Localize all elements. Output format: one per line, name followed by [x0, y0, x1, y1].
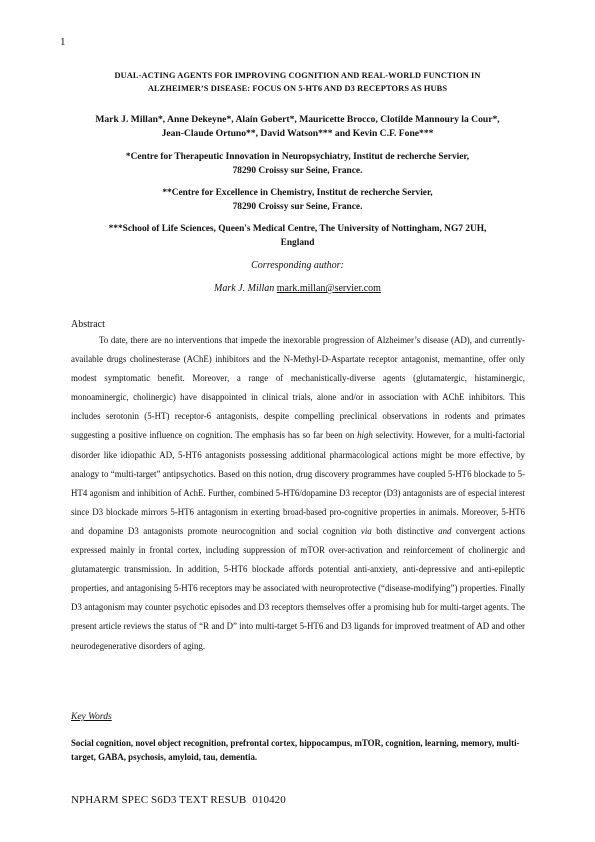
abstract-emphasis: via — [360, 525, 372, 536]
abstract-text: convergent actions expressed mainly in frontal cortex, including suppression of mTOR over-activation and reinforcement of cholinergic and glutamatergic transmission. In addition, 5-HT6 blockade affords potential anti-anxiety, anti-depressive and anti-epileptic properties, and antagonising 5-HT6 receptors may be associated with neuroprotective (“disease-modifying”) properties. Finally D3 antagonism may counter psychotic episodes and D3 receptors themselves offer a promising hub for multi-target agents. The present article reviews the status of “R and D” into multi-target 5-HT6 and D3 ligands for improved treatment of AD and other neurodegenerative disorders of aging. — [71, 525, 525, 651]
corresponding-author-email-link[interactable]: mark.millan@servier.com — [276, 283, 381, 294]
keywords-heading: Key Words — [71, 712, 112, 722]
abstract-text: To date, there are no interventions that impede the inexorable progression of Alzheimer’s disease (AD), and currently-available drugs cholinesterase (AChE) inhibitors and the N-Methyl-D-Aspartate receptor antagonist, memantine, offer only modest symptomatic benefit. Moreover, a range of mechanistically-diverse agents (glutamatergic, histaminergic, monoaminergic, cholinergic) have disappointed in clinical trials, alone and/or in association with AChE inhibitors. This includes serotonin (5-HT) receptor-6 antagonists, despite compelling preclinical observations in rodents and primates suggesting a positive influence on cognition. The emphasis has so far been on — [71, 335, 525, 441]
affiliation-servier-neuropsychiatry — [70, 150, 525, 178]
page-number: 1 — [60, 36, 66, 48]
affiliation-line: England — [280, 238, 315, 248]
authors-line-2: Jean-Claude Ortuno**, David Watson*** and Kevin C.F. Fone*** — [161, 128, 434, 139]
title-line-2: ALZHEIMER’S DISEASE: FOCUS ON 5-HT6 AND D3 RECEPTORS AS HUBS — [147, 84, 448, 93]
abstract-emphasis: and — [438, 525, 452, 536]
paper-title — [70, 69, 525, 95]
title-line-1: DUAL-ACTING AGENTS FOR IMPROVING COGNITION AND REAL-WORLD FUNCTION IN — [114, 71, 481, 80]
document-footer — [71, 794, 286, 806]
abstract-text: both distinctive — [371, 525, 439, 536]
affiliation-line: **Centre for Excellence in Chemistry, Institut de recherche Servier, — [162, 188, 433, 198]
abstract-emphasis: high — [357, 430, 373, 441]
abstract-text: selectivity. However, for a multi-factorial disorder like idiopathic AD, 5-HT6 antagonists possessing additional pharmacological actions might be more effective, by analogy to “multi-target” antipsychotics. Based on this notion, drug discovery programmes have coupled 5-HT6 blockade to 5-HT4 agonism and inhibition of AchE. Further, combined 5-HT6/dopamine D3 receptor (D3) antagonists are of especial interest since D3 blockade mirrors 5-HT6 antagonism in exerting broad-based pro-cognitive properties in animals. Moreover, 5-HT6 and dopamine D3 antagonists promote neurocognition and social cognition — [71, 430, 525, 536]
author-list — [64, 113, 531, 141]
affiliation-line: 78290 Croissy sur Seine, France. — [232, 166, 363, 176]
abstract-heading: Abstract — [71, 319, 105, 330]
corresponding-author-name: Mark J. Millan — [214, 283, 275, 294]
affiliation-servier-chemistry — [70, 186, 525, 214]
corresponding-author-label: Corresponding author: — [251, 260, 344, 271]
affiliation-line: *Centre for Therapeutic Innovation in Neuropsychiatry, Institut de recherche Servier, — [125, 152, 470, 162]
keywords-list: Social cognition, novel object recognition, prefrontal cortex, hippocampus, mTOR, cognition, learning, memory, multi-target, GABA, psychosis, amyloid, tau, dementia. — [71, 738, 520, 762]
footer-code: 010420 — [252, 794, 286, 806]
authors-line-1: Mark J. Millan*, Anne Dekeyne*, Alain Gobert*, Mauricette Brocco, Clotilde Mannoury la Cour*, — [95, 114, 500, 125]
corresponding-author-line — [70, 283, 525, 294]
affiliation-line: 78290 Croissy sur Seine, France. — [232, 202, 363, 212]
abstract-body — [71, 331, 525, 656]
footer-label: NPHARM SPEC S6D3 TEXT RESUB — [71, 794, 247, 806]
affiliation-nottingham — [70, 222, 525, 250]
affiliation-line: ***School of Life Sciences, Queen's Medical Centre, The University of Nottingham, NG7 2UH, — [108, 224, 487, 234]
